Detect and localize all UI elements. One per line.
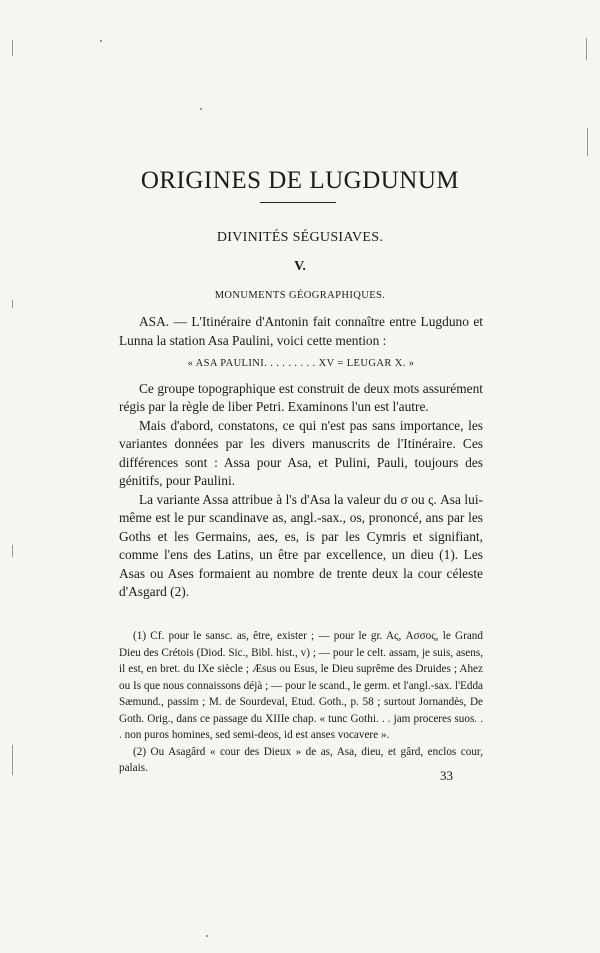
- body-text: [119, 313, 483, 602]
- section-heading: DIVINITÉS SÉGUSIAVES.: [216, 230, 384, 245]
- sub-heading: MONUMENTS GÉOGRAPHIQUES.: [214, 290, 386, 301]
- paragraph: La variante Assa attribue à l's d'Asa la valeur du σ ou ς. Asa lui-même est le pur scandinave as, angl.-sax., os, prononcé, ans par les Goths et les Germains, aes, es, is par les Cymris et signifiant, comme l'ens des Latins, un être par excellence, un dieu (1). Les Asas ou Ases formaient au nombre de trente deux la cour céleste d'Asgard (2).: [119, 491, 483, 599]
- paragraph: Mais d'abord, constatons, ce qui n'est pas sans importance, les variantes données par les divers manuscrits de l'Itinéraire. Ces différences sont : Assa pour Asa, et Pulini, Pauli, toujours des génitifs, pour Paulini.: [119, 417, 483, 488]
- title-rule: [260, 202, 336, 203]
- footnotes: [119, 628, 483, 777]
- scan-speck: [100, 40, 102, 42]
- scan-speck: [12, 40, 13, 56]
- scan-speck: [206, 935, 208, 937]
- footnote: (2) Ou Asagârd « cour des Dieux » de as, Asa, dieu, et gârd, enclos cour, palais.: [119, 745, 483, 774]
- paragraph: Ce groupe topographique est construit de deux mots assurément régis par la règle de liber Petri. Examinons l'un est l'autre.: [119, 380, 483, 414]
- paragraph: ASA. — L'Itinéraire d'Antonin fait connaître entre Lugduno et Lunna la station Asa Paulini, voici cette mention :: [119, 314, 483, 348]
- chapter-number: V.: [294, 259, 306, 274]
- itinerary-quote: « ASA PAULINI. . . . . . . . . XV = LEUGAR X. »: [187, 358, 415, 369]
- scan-speck: [586, 38, 587, 60]
- scan-speck: [12, 745, 13, 775]
- scan-speck: [12, 300, 13, 308]
- scan-speck: [587, 128, 588, 156]
- page-number: 33: [440, 768, 453, 783]
- footnote: (1) Cf. pour le sansc. as, être, exister ; — pour le gr. Aς, Aσσος, le Grand Dieu des Crétois (Diod. Sic., Bibl. hist., v) ; — pour le celt. assam, je suis, asens, il est, en bret. du IXe siècle ; Æsus ou Esus, le Dieu suprême des Druides ; Ahez ou Is que nous connaissons déjà ; — pour le scand., le germ. et l'angl.-sax. l'Edda Sæmund., passim ; M. de Sourdeval, Etud. Goth., p. 58 ; surtout Jornandès, De Goth. Orig., dans ce passage du XIIIe chap. « tunc Gothi. . . jam proceres suos. . . non puros homines, sed semi-deos, id est anses vocavere ».: [119, 630, 483, 741]
- page-title: ORIGINES DE LUGDUNUM: [140, 166, 460, 194]
- scan-speck: [12, 545, 13, 557]
- scan-speck: [200, 108, 202, 110]
